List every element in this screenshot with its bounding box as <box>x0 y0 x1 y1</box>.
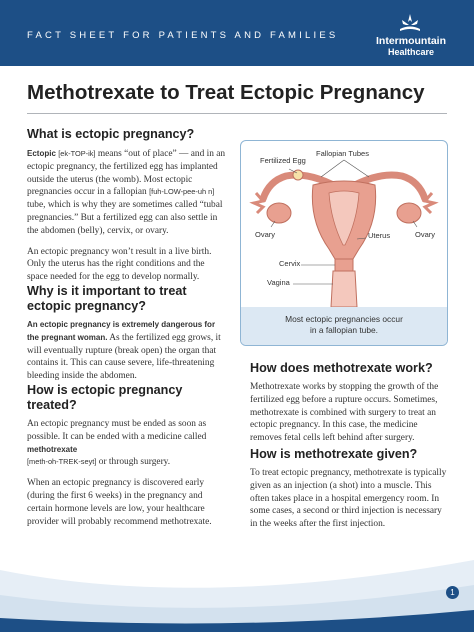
text-danger-rest: As the fertilized egg grows, it will eventually rupture (break open) the organ that contains it. This can cause severe, life-threatening bleeding inside the abdomen. <box>27 332 221 382</box>
caption-text <box>241 314 447 336</box>
figure-caption <box>241 307 447 345</box>
heading-why-treat <box>27 284 227 314</box>
paragraph-definition <box>27 148 227 238</box>
caption-line1: Most ectopic pregnancies occur <box>285 314 403 324</box>
label-cervix: Cervix <box>279 259 301 268</box>
label-uterus: Uterus <box>368 231 391 240</box>
label-fallopian-tubes: Fallopian Tubes <box>316 149 369 158</box>
logo-name: Intermountain <box>376 35 446 47</box>
heading-how-treated: How is ectopic pregnancy treated? <box>27 383 183 412</box>
heading-what-is: What is ectopic pregnancy? <box>27 127 195 141</box>
paragraph-danger <box>27 319 227 383</box>
pronunciation-methotrexate: [meth-oh-TREK-seyt] <box>27 457 97 467</box>
page-number: 1 <box>446 586 459 599</box>
label-fertilized-egg: Fertilized Egg <box>260 156 306 165</box>
paragraph-no-live-birth: An ectopic pregnancy won’t result in a live birth. Only the uterus has the right conditions and the space needed for the egg to develop normally. <box>27 246 212 283</box>
paragraph-how-works: Methotrexate works by stopping the growth of the fertilized egg before a rupture occurs. Sometimes, methotrexate is combined with surgery to treat an ectopic pregnancy. In this case, the medicine removes fetal cells left behind after surgery. <box>250 382 439 444</box>
paragraph-treatment-options <box>27 418 227 469</box>
term-ectopic: Ectopic <box>27 149 56 158</box>
danger-warning: An ectopic pregnancy is extremely dangerous for the pregnant woman. <box>27 320 216 342</box>
intermountain-logo <box>352 14 472 60</box>
text-treatment-a: An ectopic pregnancy must be ended as soon as possible. It can be ended with a medicine called <box>27 419 207 442</box>
pronunciation-fallopian: [fuh-LOW-pee-uh n] <box>149 187 215 197</box>
text-definition-a: means “out of place” — and in an ectopic pregnancy, the fertilized egg has implanted outside the uterus (the womb). Most ectopic pregnancies occur in a fallopian <box>27 149 226 198</box>
cervix <box>335 259 353 271</box>
label-ovary-right: Ovary <box>415 230 436 239</box>
section-what-is <box>27 127 227 284</box>
label-vagina: Vagina <box>267 278 290 287</box>
section-how-given <box>250 447 450 531</box>
logo-mark-icon <box>398 14 422 34</box>
section-how-works <box>250 361 450 445</box>
left-ovary <box>267 203 291 223</box>
right-ovary <box>397 203 421 223</box>
text-treatment-b: or through surgery. <box>98 457 171 468</box>
title-divider <box>27 113 447 114</box>
heading-why-line2: ectopic pregnancy? <box>27 299 146 313</box>
anatomy-figure <box>240 140 448 346</box>
footer-wave <box>0 540 474 632</box>
caption-line2: in a fallopian tube. <box>310 325 378 335</box>
logo-subtitle: Healthcare <box>387 47 435 57</box>
section-why-treat <box>27 284 227 383</box>
paragraph-how-given: To treat ectopic pregnancy, methotrexate is typically given as an injection (a shot) into a muscle. This often takes place in a hospital emergency room. In some cases, a second or third injection is necessary in the weeks after the first injection. <box>250 468 447 530</box>
section-how-treated <box>27 383 227 528</box>
term-methotrexate: methotrexate <box>27 444 78 454</box>
fact-sheet-label: FACT SHEET FOR PATIENTS AND FAMILIES <box>27 30 339 41</box>
label-ovary-left: Ovary <box>255 230 276 239</box>
text-definition-b: tube, which is why they are sometimes called “tubal pregnancies.” But a fertilized egg can also settle in the abdomen (belly), cervix, or ovary. <box>27 200 223 236</box>
heading-how-works: How does methotrexate work? <box>250 361 433 375</box>
paragraph-early-discovery: When an ectopic pregnancy is discovered early (during the first 6 weeks) in the pregnancy and certain hormone levels are low, your healthcare provider will probably recommend methotrexate. <box>27 478 212 527</box>
heading-how-given: How is methotrexate given? <box>250 447 418 461</box>
page-title: Methotrexate to Treat Ectopic Pregnancy <box>27 81 425 104</box>
vagina <box>331 271 357 307</box>
pronunciation-ectopic: [ek-TOP-ik] <box>58 149 96 158</box>
heading-why-line1: Why is it important to treat <box>27 284 187 298</box>
header-banner <box>0 0 474 66</box>
